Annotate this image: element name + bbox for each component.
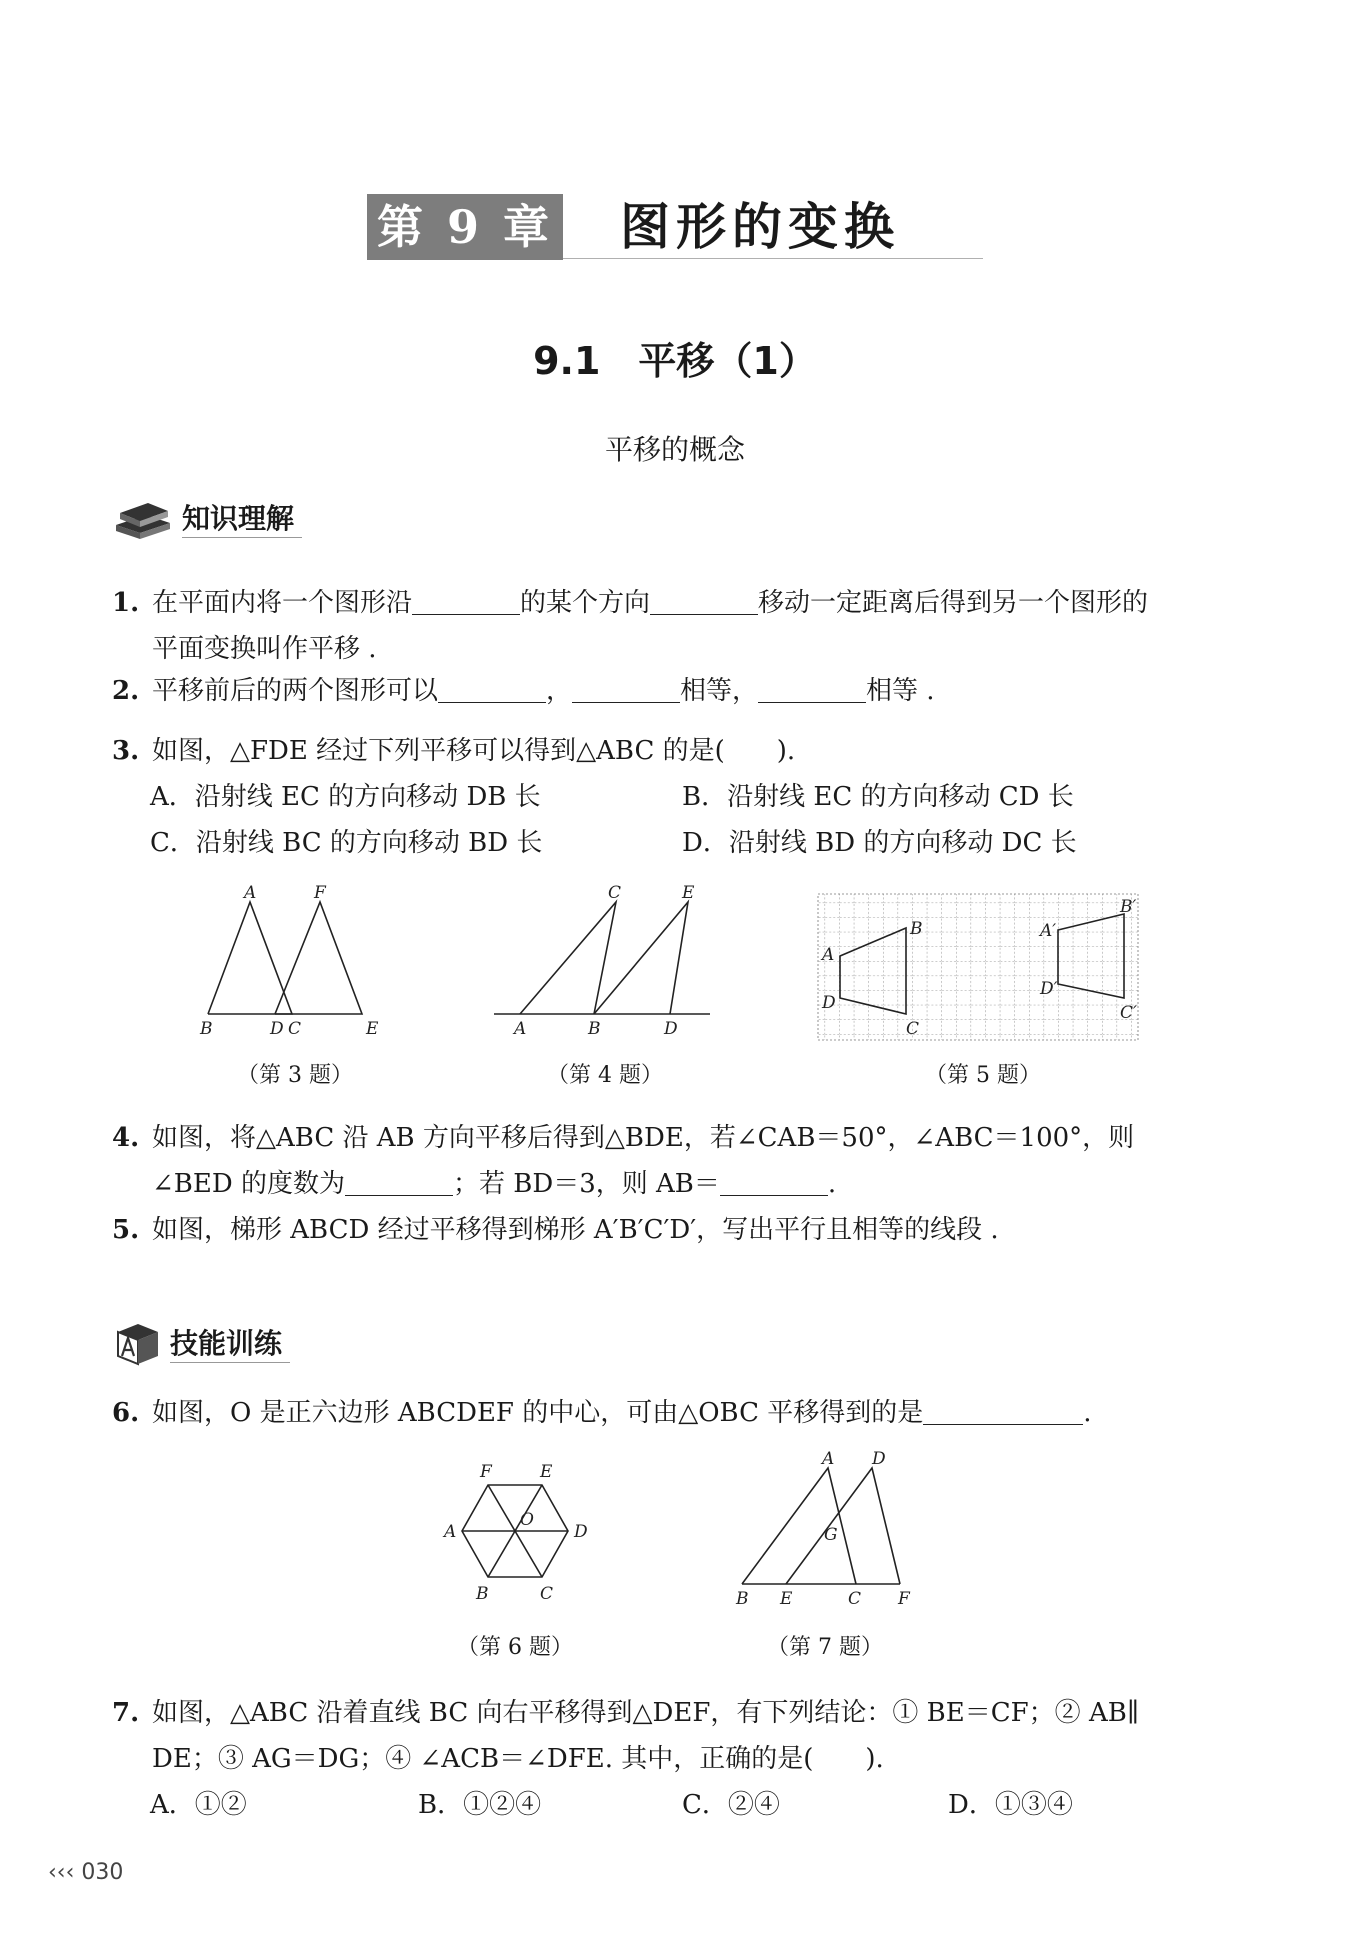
point-label: E bbox=[780, 1589, 793, 1609]
point-label: D′ bbox=[1040, 979, 1058, 999]
question-text: ；若 BD＝3，则 AB＝ bbox=[452, 1169, 720, 1199]
option-a[interactable]: A．沿射线 EC 的方向移动 DB 长 bbox=[150, 782, 541, 812]
question-1 bbox=[112, 580, 1242, 672]
question-text: 如图，梯形 ABCD 经过平移得到梯形 A′B′C′D′，写出平行且相等的线段 . bbox=[152, 1215, 999, 1245]
option-c[interactable]: C．②④ bbox=[682, 1790, 780, 1820]
figure-6-caption: （第 6 题） bbox=[457, 1635, 573, 1660]
question-text: 平移前后的两个图形可以 bbox=[152, 676, 439, 706]
point-label: A bbox=[444, 1522, 457, 1542]
point-label: O bbox=[520, 1510, 534, 1530]
option-d[interactable]: D．①③④ bbox=[948, 1790, 1073, 1820]
point-label: E bbox=[366, 1019, 379, 1039]
answer-blank[interactable] bbox=[758, 674, 866, 703]
question-7 bbox=[112, 1690, 1242, 1782]
section-subtitle: 平移的概念 bbox=[604, 433, 745, 466]
heading-underline bbox=[182, 537, 302, 538]
answer-blank[interactable] bbox=[412, 586, 520, 615]
point-label: F bbox=[898, 1589, 910, 1609]
question-text: 相等 . bbox=[866, 676, 935, 706]
answer-blank[interactable] bbox=[720, 1167, 828, 1196]
point-label: D bbox=[872, 1449, 886, 1469]
grid-background bbox=[818, 894, 1138, 1040]
question-2 bbox=[112, 668, 1242, 714]
point-label: G bbox=[824, 1525, 838, 1545]
point-label: C′ bbox=[1120, 1003, 1137, 1023]
chapter-title: 图形的变换 bbox=[620, 197, 900, 256]
question-text: 如图，△ABC 沿着直线 BC 向右平移得到△DEF，有下列结论：① BE＝CF；② AB∥ bbox=[152, 1698, 1139, 1728]
figure-6 bbox=[430, 1455, 600, 1615]
question-number: 4. bbox=[112, 1123, 140, 1153]
point-label: C bbox=[288, 1019, 302, 1039]
cube-a-icon bbox=[112, 1318, 162, 1366]
point-label: B′ bbox=[1120, 897, 1137, 917]
triangle-fde bbox=[275, 902, 362, 1014]
question-number: 7. bbox=[112, 1698, 140, 1728]
point-label: A bbox=[244, 883, 257, 903]
question-number: 1. bbox=[112, 588, 140, 618]
question-number: 5. bbox=[112, 1215, 140, 1245]
point-label: E bbox=[540, 1462, 553, 1482]
point-label: B bbox=[588, 1019, 601, 1039]
figure-5 bbox=[810, 888, 1150, 1048]
option-b[interactable]: B．沿射线 EC 的方向移动 CD 长 bbox=[682, 782, 1074, 812]
answer-blank[interactable] bbox=[650, 586, 758, 615]
triangle-abc bbox=[208, 902, 292, 1014]
question-6 bbox=[112, 1390, 1242, 1436]
triangle-def bbox=[786, 1468, 900, 1584]
triangle-abc bbox=[520, 902, 616, 1014]
point-label: D bbox=[270, 1019, 284, 1039]
question-3 bbox=[112, 728, 1242, 774]
heading-skills-label: 技能训练 bbox=[170, 1327, 283, 1360]
point-label: A bbox=[514, 1019, 527, 1039]
section-title: 9.1 平移（1） bbox=[533, 339, 817, 383]
question-number: 3. bbox=[112, 736, 140, 766]
option-d[interactable]: D．沿射线 BD 的方向移动 DC 长 bbox=[682, 828, 1077, 858]
figure-3-caption: （第 3 题） bbox=[237, 1063, 353, 1088]
option-b[interactable]: B．①②④ bbox=[418, 1790, 542, 1820]
answer-blank[interactable] bbox=[572, 674, 680, 703]
figure-4-caption: （第 4 题） bbox=[547, 1063, 663, 1088]
question-number: 6. bbox=[112, 1398, 140, 1428]
point-label: D bbox=[664, 1019, 678, 1039]
point-label: F bbox=[314, 883, 326, 903]
question-text: 移动一定距离后得到另一个图形的 bbox=[758, 588, 1149, 618]
question-number: 2. bbox=[112, 676, 140, 706]
point-label: B bbox=[736, 1589, 749, 1609]
point-label: D bbox=[574, 1522, 588, 1542]
figure-3 bbox=[190, 880, 400, 1040]
option-c[interactable]: C．沿射线 BC 的方向移动 BD 长 bbox=[150, 828, 543, 858]
point-label: F bbox=[480, 1462, 492, 1482]
answer-blank[interactable] bbox=[345, 1167, 453, 1196]
point-label: B bbox=[200, 1019, 213, 1039]
option-a[interactable]: A．①② bbox=[150, 1790, 247, 1820]
chapter-rule bbox=[563, 258, 983, 259]
point-label: B bbox=[910, 919, 923, 939]
answer-blank[interactable] bbox=[438, 674, 546, 703]
heading-knowledge-label: 知识理解 bbox=[182, 502, 295, 535]
point-label: A′ bbox=[1040, 921, 1057, 941]
point-label: C bbox=[540, 1584, 554, 1604]
triangle-bde bbox=[594, 902, 688, 1014]
point-label: C bbox=[848, 1589, 862, 1609]
point-label: A bbox=[822, 1449, 835, 1469]
point-label: A bbox=[822, 945, 835, 965]
question-text: 相等， bbox=[680, 676, 759, 706]
point-label: D bbox=[822, 993, 836, 1013]
question-text: ∠BED 的度数为 bbox=[152, 1169, 345, 1199]
question-text: . bbox=[827, 1169, 837, 1199]
question-text: DE；③ AG＝DG；④ ∠ACB＝∠DFE. 其中，正确的是( ). bbox=[152, 1744, 884, 1774]
question-text: 如图，将△ABC 沿 AB 方向平移后得到△BDE，若∠CAB＝50°，∠ABC＝100°，则 bbox=[152, 1123, 1135, 1153]
books-icon bbox=[112, 495, 174, 541]
question-text: 如图，△FDE 经过下列平移可以得到△ABC 的是( ). bbox=[152, 736, 796, 766]
figure-7 bbox=[728, 1448, 928, 1618]
figure-4 bbox=[488, 880, 718, 1040]
point-label: B bbox=[476, 1584, 489, 1604]
question-text: 的某个方向 bbox=[520, 588, 651, 618]
point-label: E bbox=[682, 883, 695, 903]
point-label: C bbox=[608, 883, 622, 903]
question-4 bbox=[112, 1115, 1242, 1207]
figure-5-caption: （第 5 题） bbox=[925, 1063, 1041, 1088]
page-number: ‹‹‹ 030 bbox=[48, 1860, 124, 1885]
question-text: . bbox=[1083, 1398, 1092, 1428]
heading-underline bbox=[170, 1362, 290, 1363]
question-text: 平面变换叫作平移 . bbox=[152, 634, 377, 664]
question-text: ， bbox=[546, 676, 573, 706]
question-5 bbox=[112, 1207, 1242, 1253]
question-text: 在平面内将一个图形沿 bbox=[152, 588, 413, 618]
answer-blank[interactable] bbox=[923, 1396, 1083, 1425]
point-label: C bbox=[906, 1019, 920, 1039]
chapter-label: 第 9 章 bbox=[367, 194, 563, 260]
question-text: 如图，O 是正六边形 ABCDEF 的中心，可由△OBC 平移得到的是 bbox=[152, 1398, 924, 1428]
figure-7-caption: （第 7 题） bbox=[767, 1635, 883, 1660]
